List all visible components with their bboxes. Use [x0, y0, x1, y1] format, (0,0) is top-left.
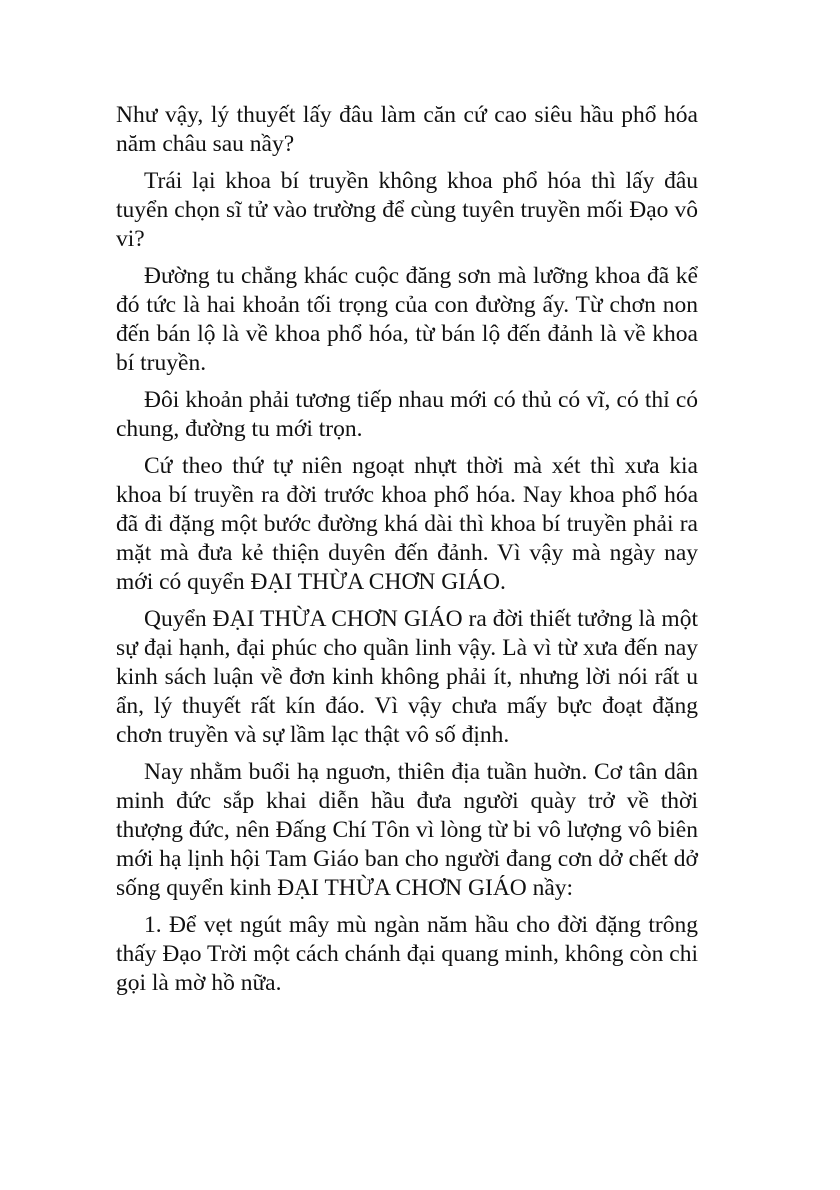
- paragraph-4: Đôi khoản phải tương tiếp nhau mới có thủ có vĩ, có thỉ có chung, đường tu mới trọn.: [116, 387, 698, 442]
- paragraph-6: Quyển ĐẠI THỪA CHƠN GIÁO ra đời thiết tưởng là một sự đại hạnh, đại phúc cho quần linh vậy. Là vì từ xưa đến nay kinh sách luận về đơn kinh không phải ít, nhưng lời nói rất u ẩn, lý thuyết rất kín đáo. Vì vậy chưa mấy bực đoạt đặng chơn truyền và sự lầm lạc thật vô số định.: [116, 606, 698, 748]
- paragraph-2: Trái lại khoa bí truyền không khoa phổ hóa thì lấy đâu tuyển chọn sĩ tử vào trường để cùng tuyên truyền mối Đạo vô vi?: [116, 168, 698, 252]
- paragraph-1: Như vậy, lý thuyết lấy đâu làm căn cứ cao siêu hầu phổ hóa năm châu sau nầy?: [116, 102, 698, 157]
- paragraph-7: Nay nhằm buổi hạ nguơn, thiên địa tuần huờn. Cơ tân dân minh đức sắp khai diễn hầu đưa người quày trở về thời thượng đức, nên Đấng Chí Tôn vì lòng từ bi vô lượng vô biên mới hạ lịnh hội Tam Giáo ban cho người đang cơn dở chết dở sống quyển kinh ĐẠI THỪA CHƠN GIÁO nầy:: [116, 759, 698, 901]
- paragraph-5: Cứ theo thứ tự niên ngoạt nhựt thời mà xét thì xưa kia khoa bí truyền ra đời trước khoa phổ hóa. Nay khoa phổ hóa đã đi đặng một bước đường khá dài thì khoa bí truyền phải ra mặt mà đưa kẻ thiện duyên đến đảnh. Vì vậy mà ngày nay mới có quyển ĐẠI THỪA CHƠN GIÁO.: [116, 453, 698, 595]
- document-page: [116, 101, 698, 1006]
- paragraph-8: 1. Để vẹt ngút mây mù ngàn năm hầu cho đời đặng trông thấy Đạo Trời một cách chánh đại quang minh, không còn chi gọi là mờ hồ nữa.: [116, 912, 698, 996]
- paragraph-3: Đường tu chẳng khác cuộc đăng sơn mà lưỡng khoa đã kể đó tức là hai khoản tối trọng của con đường ấy. Từ chơn non đến bán lộ là về khoa phổ hóa, từ bán lộ đến đảnh là về khoa bí truyền.: [116, 263, 698, 376]
